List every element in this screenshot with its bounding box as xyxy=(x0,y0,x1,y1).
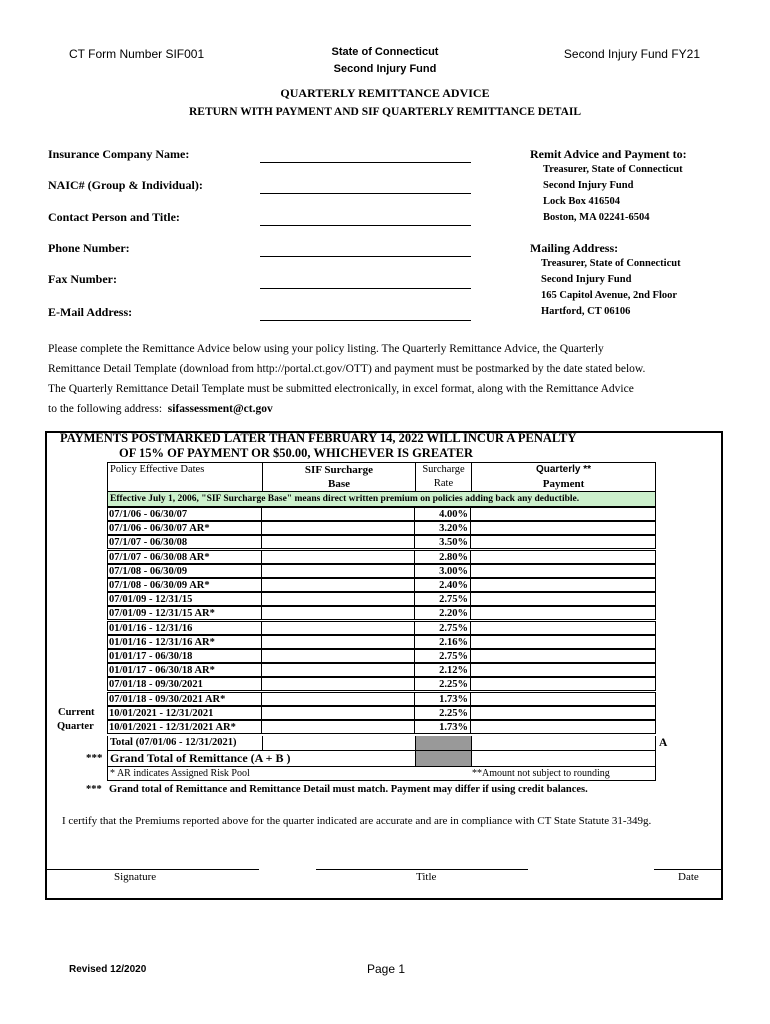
surcharge-base-input[interactable] xyxy=(262,592,415,606)
instructions-line: The Quarterly Remittance Detail Template must be submitted electronically, in excel format, along with the Remittance Advice xyxy=(48,383,634,395)
total-row xyxy=(107,736,656,751)
surcharge-base-input[interactable] xyxy=(262,606,415,620)
quarterly-payment-input[interactable] xyxy=(471,564,656,578)
surcharge-rate-cell: 2.25% xyxy=(415,706,471,720)
company-name-label: Insurance Company Name: xyxy=(48,147,190,161)
grand-total-stars: *** xyxy=(86,752,103,764)
col-header-base-1: SIF Surcharge xyxy=(304,464,374,476)
company-name-field[interactable] xyxy=(260,162,471,163)
surcharge-base-input[interactable] xyxy=(262,663,415,677)
total-marker: A xyxy=(659,737,668,749)
agency-name: Second Injury Fund xyxy=(333,63,437,75)
col-header-payment-2: Payment xyxy=(542,478,585,490)
current-label: Current xyxy=(58,707,95,718)
penalty-line-1: PAYMENTS POSTMARKED LATER THAN FEBRUARY 14, 2022 WILL INCUR A PENALTY xyxy=(60,431,577,445)
surcharge-base-input[interactable] xyxy=(262,521,415,535)
date-line[interactable] xyxy=(654,869,721,870)
email-label: E-Mail Address: xyxy=(48,305,133,319)
quarterly-payment-input[interactable] xyxy=(471,606,656,620)
policy-dates-cell: 07/1/07 - 06/30/08 xyxy=(107,535,262,549)
title-line[interactable] xyxy=(316,869,528,870)
mailing-line: Second Injury Fund xyxy=(541,274,632,285)
policy-dates-cell: 07/01/18 - 09/30/2021 AR* xyxy=(107,692,262,706)
surcharge-rate-cell: 1.73% xyxy=(415,692,471,706)
quarterly-payment-input[interactable] xyxy=(471,720,656,734)
surcharge-base-note: Effective July 1, 2006, "SIF Surcharge Base" means direct written premium on policies adding back any deductible. xyxy=(107,492,656,507)
surcharge-base-input[interactable] xyxy=(262,677,415,691)
remit-heading: Remit Advice and Payment to: xyxy=(530,147,687,161)
instructions-line xyxy=(48,399,645,419)
remit-line: Treasurer, State of Connecticut xyxy=(543,164,683,175)
quarterly-payment-input[interactable] xyxy=(471,649,656,663)
policy-dates-cell: 07/01/18 - 09/30/2021 xyxy=(107,677,262,691)
col-divider xyxy=(262,736,263,750)
policy-dates-cell: 01/01/16 - 12/31/16 xyxy=(107,621,262,635)
quarterly-payment-input[interactable] xyxy=(471,677,656,691)
grand-total-payment-field[interactable] xyxy=(472,751,656,766)
quarterly-payment-input[interactable] xyxy=(471,663,656,677)
title-label: Title xyxy=(416,871,437,883)
form-number: CT Form Number SIF001 xyxy=(69,47,205,61)
instructions-line: Remittance Detail Template (download from http://portal.ct.gov/OTT) and payment must be postmarked by the date stated below. xyxy=(48,363,646,375)
surcharge-rate-cell: 2.75% xyxy=(415,592,471,606)
mailing-heading: Mailing Address: xyxy=(530,241,619,255)
quarterly-payment-input[interactable] xyxy=(471,578,656,592)
surcharge-base-input[interactable] xyxy=(262,564,415,578)
remit-line: Lock Box 416504 xyxy=(543,196,621,207)
instructions xyxy=(48,339,645,419)
notes-row xyxy=(107,767,656,781)
surcharge-rate-cell: 3.00% xyxy=(415,564,471,578)
phone-field[interactable] xyxy=(260,256,471,257)
surcharge-rate-cell: 2.12% xyxy=(415,663,471,677)
policy-dates-cell: 01/01/17 - 06/30/18 AR* xyxy=(107,663,262,677)
submission-email-link[interactable]: sifassessment@ct.gov xyxy=(167,403,273,415)
surcharge-rate-cell: 2.20% xyxy=(415,606,471,620)
fund-year: Second Injury Fund FY21 xyxy=(563,47,700,61)
surcharge-base-input[interactable] xyxy=(262,535,415,549)
quarterly-payment-input[interactable] xyxy=(471,692,656,706)
fax-label: Fax Number: xyxy=(48,272,117,286)
total-rate-shaded-cell xyxy=(415,736,472,750)
quarterly-payment-input[interactable] xyxy=(471,521,656,535)
quarterly-payment-input[interactable] xyxy=(471,507,656,521)
mailing-line: 165 Capitol Avenue, 2nd Floor xyxy=(541,290,678,301)
contact-label: Contact Person and Title: xyxy=(48,210,180,224)
policy-dates-cell: 07/1/06 - 06/30/07 AR* xyxy=(107,521,262,535)
surcharge-base-input[interactable] xyxy=(262,635,415,649)
mailing-line: Hartford, CT 06106 xyxy=(541,306,631,317)
penalty-line-2: OF 15% OF PAYMENT OR $50.00, WHICHEVER IS GREATER xyxy=(119,446,473,460)
quarterly-payment-input[interactable] xyxy=(471,621,656,635)
policy-dates-cell: 07/1/06 - 06/30/07 xyxy=(107,507,262,521)
surcharge-rate-cell: 4.00% xyxy=(415,507,471,521)
match-note: Grand total of Remittance and Remittance Detail must match. Payment may differ if using credit balances. xyxy=(109,784,588,795)
policy-dates-cell: 07/1/07 - 06/30/08 AR* xyxy=(107,550,262,564)
mailing-line: Treasurer, State of Connecticut xyxy=(541,258,681,269)
table-header xyxy=(107,462,656,492)
quarterly-payment-input[interactable] xyxy=(471,535,656,549)
surcharge-rate-cell: 2.40% xyxy=(415,578,471,592)
date-label: Date xyxy=(678,871,699,883)
col-header-rate-2: Rate xyxy=(433,478,454,489)
remit-address xyxy=(543,162,683,226)
surcharge-rate-cell: 2.75% xyxy=(415,621,471,635)
naic-field[interactable] xyxy=(260,193,471,194)
fax-field[interactable] xyxy=(260,288,471,289)
page-number: Page 1 xyxy=(367,962,406,976)
remit-line: Second Injury Fund xyxy=(543,180,634,191)
surcharge-rate-cell: 2.16% xyxy=(415,635,471,649)
contact-field[interactable] xyxy=(260,225,471,226)
signature-label: Signature xyxy=(114,871,157,883)
instructions-prefix: to the following address: xyxy=(48,403,163,415)
surcharge-base-input[interactable] xyxy=(262,578,415,592)
surcharge-base-input[interactable] xyxy=(262,720,415,734)
quarterly-payment-input[interactable] xyxy=(471,635,656,649)
page-subtitle: RETURN WITH PAYMENT AND SIF QUARTERLY REMITTANCE DETAIL xyxy=(188,106,582,118)
policy-dates-cell: 07/01/09 - 12/31/15 xyxy=(107,592,262,606)
instructions-line: Please complete the Remittance Advice below using your policy listing. The Quarterly Remittance Advice, the Quarterly xyxy=(48,343,604,355)
naic-label: NAIC# (Group & Individual): xyxy=(48,178,203,192)
policy-dates-cell: 10/01/2021 - 12/31/2021 xyxy=(107,706,262,720)
surcharge-base-input[interactable] xyxy=(262,692,415,706)
policy-dates-cell: 07/1/08 - 06/30/09 xyxy=(107,564,262,578)
policy-dates-cell: 07/1/08 - 06/30/09 AR* xyxy=(107,578,262,592)
rounding-note: **Amount not subject to rounding xyxy=(472,768,610,779)
surcharge-rate-cell: 3.20% xyxy=(415,521,471,535)
match-note-stars: *** xyxy=(86,784,102,795)
revision-date: Revised 12/2020 xyxy=(69,964,147,975)
quarterly-payment-input[interactable] xyxy=(471,550,656,564)
signature-line[interactable] xyxy=(47,869,259,870)
col-header-base-2: Base xyxy=(328,478,350,490)
quarter-label: Quarter xyxy=(57,721,94,732)
remit-line: Boston, MA 02241-6504 xyxy=(543,212,650,223)
policy-dates-cell: 07/01/09 - 12/31/15 AR* xyxy=(107,606,262,620)
surcharge-rate-cell: 1.73% xyxy=(415,720,471,734)
surcharge-rate-cell: 2.75% xyxy=(415,649,471,663)
phone-label: Phone Number: xyxy=(48,241,130,255)
certification-statement: I certify that the Premiums reported above for the quarter indicated are accurate and are in compliance with CT State Statute 31-349g. xyxy=(62,815,652,827)
grand-total-label: Grand Total of Remittance (A + B ) xyxy=(110,751,291,765)
col-header-dates: Policy Effective Dates xyxy=(110,464,205,475)
surcharge-base-input[interactable] xyxy=(262,550,415,564)
col-header-payment-1: Quarterly ** xyxy=(535,464,592,475)
state-name: State of Connecticut xyxy=(331,46,439,58)
quarterly-payment-input[interactable] xyxy=(471,706,656,720)
mailing-address xyxy=(541,256,681,320)
surcharge-rate-cell: 2.80% xyxy=(415,550,471,564)
surcharge-rate-cell: 3.50% xyxy=(415,535,471,549)
surcharge-base-input[interactable] xyxy=(262,706,415,720)
policy-dates-cell: 10/01/2021 - 12/31/2021 AR* xyxy=(107,720,262,734)
surcharge-base-input[interactable] xyxy=(262,649,415,663)
surcharge-rate-cell: 2.25% xyxy=(415,677,471,691)
quarterly-payment-input[interactable] xyxy=(471,592,656,606)
page-title: QUARTERLY REMITTANCE ADVICE xyxy=(280,86,490,100)
surcharge-base-input[interactable] xyxy=(262,507,415,521)
policy-dates-cell: 01/01/17 - 06/30/18 xyxy=(107,649,262,663)
email-field[interactable] xyxy=(260,320,471,321)
policy-dates-cell: 01/01/16 - 12/31/16 AR* xyxy=(107,635,262,649)
total-payment-field[interactable] xyxy=(472,736,656,750)
ar-note: * AR indicates Assigned Risk Pool xyxy=(110,768,250,779)
total-label: Total (07/01/06 - 12/31/2021) xyxy=(110,737,237,748)
grand-total-shaded-cell xyxy=(415,751,472,766)
surcharge-base-input[interactable] xyxy=(262,621,415,635)
grand-total-row xyxy=(107,751,656,767)
col-header-rate-1: Surcharge xyxy=(422,464,465,475)
